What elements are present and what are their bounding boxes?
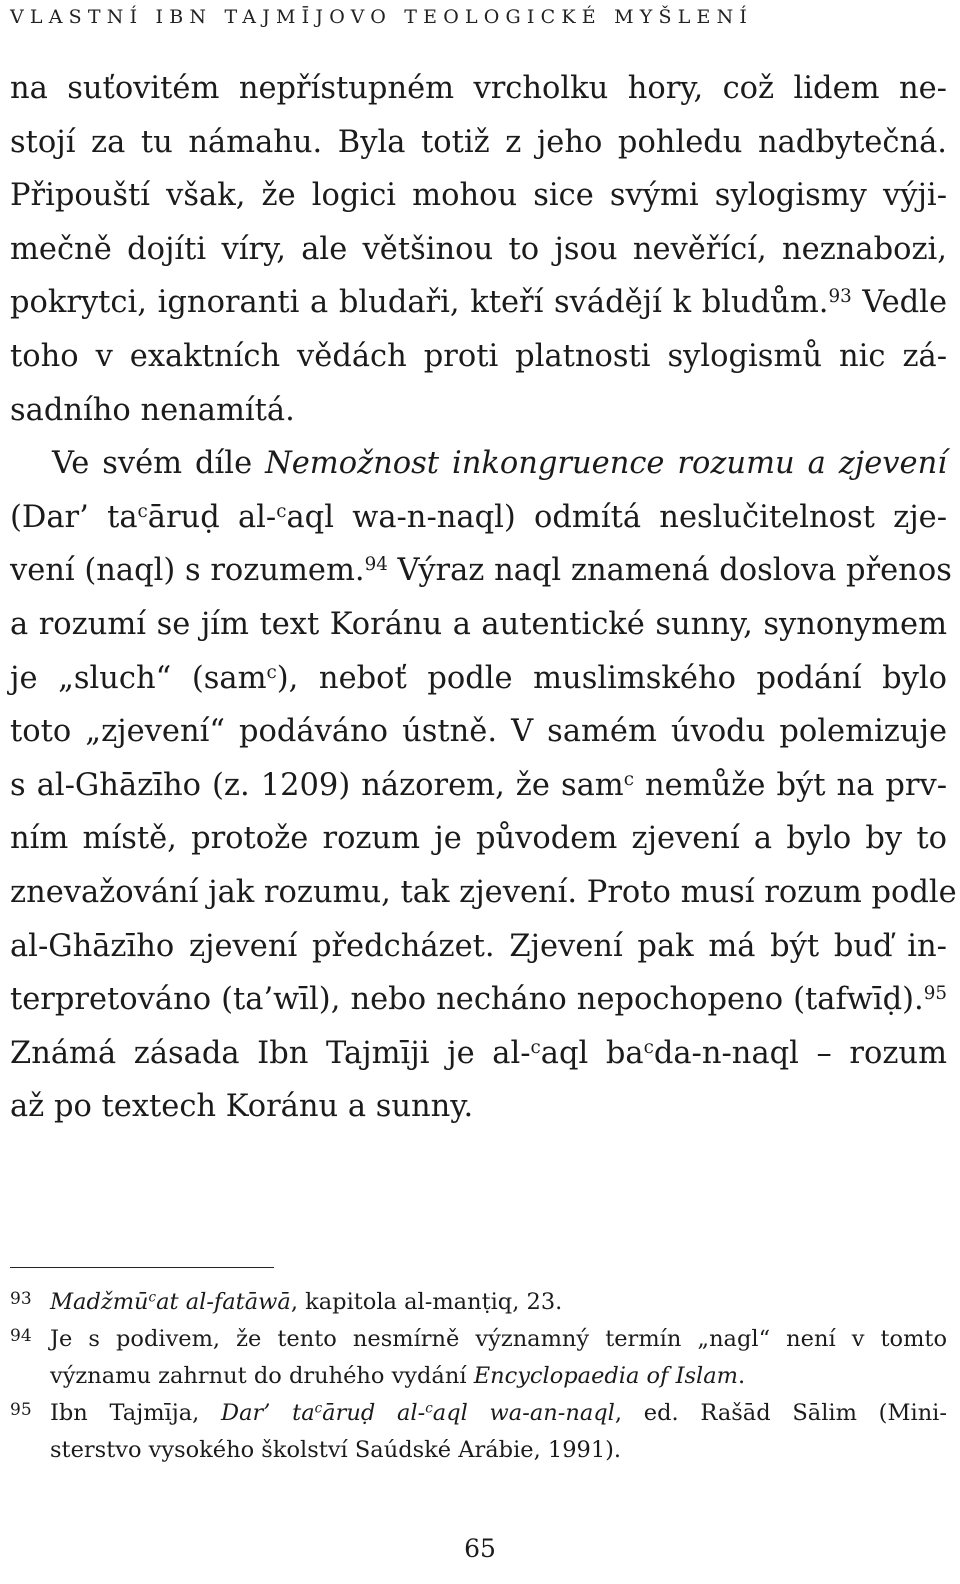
- ayn-mark: c: [314, 1400, 323, 1417]
- main-text: [10, 62, 957, 1134]
- footnote-93: [10, 1284, 947, 1321]
- text-line: až po textech Koránu a sunny.: [10, 1089, 474, 1125]
- text-fragment: Ve svém díle: [52, 446, 266, 482]
- text-line: [10, 759, 947, 813]
- ayn-mark: c: [137, 500, 148, 522]
- footnote-line: Je s podivem, že tento nesmírně významný termín „nagl“ není v tomto: [50, 1326, 947, 1352]
- text-fragment: Výraz naql znamená doslova přenos: [387, 553, 952, 589]
- footnote-line: [50, 1284, 947, 1321]
- text-fragment: aql wa-n-naql) odmítá neslučitelnost zje-: [286, 499, 948, 535]
- footnote-94: [10, 1321, 947, 1395]
- text-fragment: Dar’ ta: [221, 1400, 315, 1426]
- footnote-number: 93: [10, 1289, 32, 1309]
- footnote-number: 95: [10, 1400, 32, 1420]
- ayn-mark: c: [266, 661, 277, 683]
- text-fragment: nemůže být na prv-: [633, 767, 948, 803]
- text-fragment: Vedle: [851, 285, 947, 321]
- ayn-mark: c: [276, 500, 287, 522]
- text-fragment: .: [737, 1363, 746, 1389]
- text-fragment: , kapitola al-manṭiq, 23.: [290, 1289, 563, 1315]
- footnote-line: sterstvo vysokého školství Saúdské Arábie, 1991).: [50, 1437, 622, 1463]
- text-fragment: terpretováno (ta’wīl), nebo necháno nepochopeno (tafwīḍ).: [10, 982, 924, 1018]
- text-fragment: Madžmū: [50, 1289, 149, 1315]
- ayn-mark: c: [530, 1036, 541, 1058]
- ayn-mark: c: [425, 1400, 433, 1417]
- text-line: [10, 1027, 947, 1081]
- ayn-mark: c: [623, 768, 634, 790]
- running-head: VLASTNÍ IBN TAJMĪJOVO TEOLOGICKÉ MYŠLENÍ: [10, 6, 754, 28]
- text-fragment: s al-Ghāzīho (z. 1209) názorem, že sam: [10, 767, 624, 803]
- text-fragment: āruḍ al-: [322, 1400, 426, 1426]
- book-title: [50, 1289, 291, 1315]
- text-line: sadního nenamítá.: [10, 392, 295, 428]
- text-fragment: významu zahrnut do druhého vydání: [50, 1363, 474, 1389]
- text-fragment: vení (naql) s rozumem.: [10, 553, 365, 589]
- book-title: Encyclopaedia of Islam: [473, 1363, 738, 1389]
- ayn-mark: c: [643, 1036, 654, 1058]
- text-line: mečně dojíti víry, ale většinou to jsou nevěřící, neznabozi,: [10, 231, 947, 267]
- text-line: stojí za tu námahu. Byla totiž z jeho pohledu nadbytečná.: [10, 124, 947, 160]
- text-line: [10, 652, 947, 706]
- footnote-ref-95: 95: [923, 983, 947, 1005]
- text-line: Připouští však, že logici mohou sice svými sylogismy výji-: [10, 178, 947, 214]
- text-line: ním místě, protože rozum je původem zjevení a bylo by to: [10, 821, 947, 857]
- footnote-ref-94: 94: [364, 554, 388, 576]
- text-line: znevažování jak rozumu, tak zjevení. Proto musí rozum podle: [10, 874, 957, 910]
- text-fragment: āruḍ al-: [147, 499, 277, 535]
- paragraph-start: [10, 437, 947, 491]
- text-line: [10, 544, 952, 598]
- text-line: toho v exaktních vědách proti platnosti sylogismů nic zá-: [10, 338, 947, 374]
- text-line: [10, 276, 947, 330]
- text-fragment: aql wa-an-naql: [432, 1400, 615, 1426]
- text-fragment: Známá zásada Ibn Tajmīji je al-: [10, 1035, 531, 1071]
- ayn-mark: c: [148, 1289, 157, 1306]
- text-fragment: aql ba: [540, 1035, 644, 1071]
- footnote-line: [50, 1395, 947, 1432]
- text-fragment: (Dar’ ta: [10, 499, 138, 535]
- text-fragment: pokrytci, ignoranti a bludaři, kteří svádějí k bludům.: [10, 285, 829, 321]
- text-line: [10, 491, 947, 545]
- text-line: na suťovitém nepřístupném vrcholku hory, což lidem ne-: [10, 71, 947, 106]
- text-fragment: da-n-naql – rozum: [653, 1035, 947, 1071]
- book-title: [221, 1400, 615, 1426]
- text-line: a rozumí se jím text Koránu a autentické sunny, synonymem: [10, 606, 947, 642]
- text-line: toto „zjevení“ podáváno ústně. V samém úvodu polemizuje: [10, 714, 947, 750]
- footnote-line: [50, 1358, 947, 1395]
- text-fragment: je „sluch“ (sam: [10, 660, 267, 696]
- page-number: 65: [464, 1534, 496, 1563]
- text-line: al-Ghāzīho zjevení předcházet. Zjevení pak má být buď in-: [10, 928, 947, 964]
- text-fragment: Ibn Tajmīja,: [50, 1400, 222, 1426]
- footnote-separator: [10, 1267, 274, 1268]
- text-line: [10, 973, 947, 1027]
- text-fragment: at al-fatāwā: [156, 1289, 291, 1315]
- footnotes: [10, 1284, 947, 1469]
- footnote-ref-93: 93: [828, 286, 852, 308]
- text-fragment: ), neboť podle muslimského podání bylo: [276, 660, 947, 696]
- footnote-95: [10, 1395, 947, 1469]
- footnote-number: 94: [10, 1326, 32, 1346]
- text-fragment: , ed. Rašād Sālim (Mini-: [614, 1400, 947, 1426]
- book-title: Nemožnost inkongruence rozumu a zjevení: [265, 446, 947, 482]
